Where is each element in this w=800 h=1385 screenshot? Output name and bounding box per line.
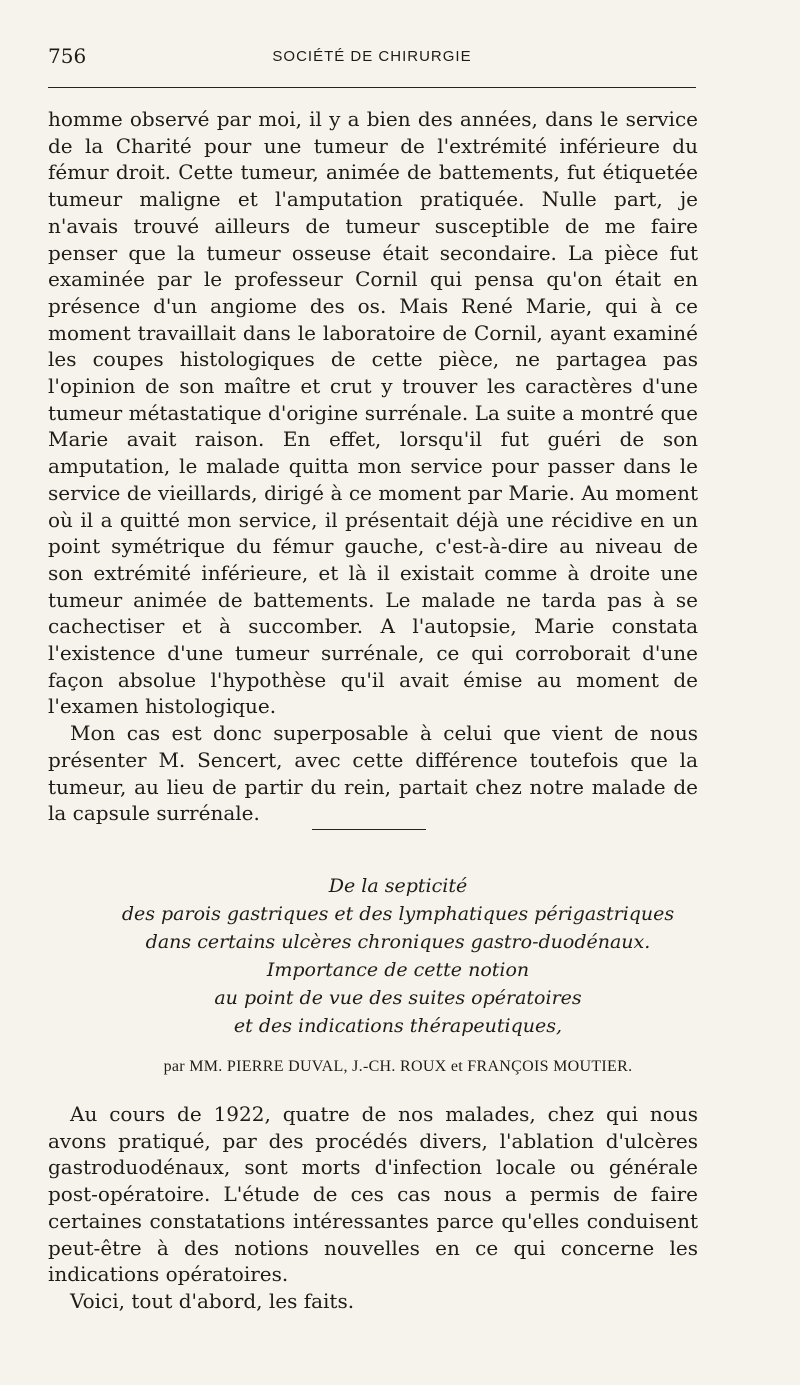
title-line: des parois gastriques et des lymphatiques périgastriques [121, 903, 675, 925]
title-line: De la septicité [328, 875, 468, 897]
article-authors: par MM. PIERRE DUVAL, J.-CH. ROUX et FRANÇOIS MOUTIER. [163, 1058, 633, 1075]
running-head: SOCIÉTÉ DE CHIRURGIE [272, 48, 472, 65]
title-line: au point de vue des suites opératoires [214, 987, 582, 1009]
title-line: et des indications thérapeutiques, [233, 1015, 563, 1037]
page-number: 756 [48, 44, 87, 68]
paragraph: homme observé par moi, il y a bien des années, dans le service de la Charité pour une tumeur de l'extrémité inférieure du fémur droit. Cette tumeur, animée de battements, fut étiquetée tumeur maligne et l'amputation pratiquée. Nulle part, je n'avais trouvé ailleurs de tumeur susceptible de me faire penser que la tumeur osseuse était secondaire. La pièce fut examinée par le professeur Cornil qui pensa qu'on était en présence d'un angiome des os. Mais René Marie, qui à ce moment travaillait dans le laboratoire de Cornil, ayant examiné les coupes histologiques de cette pièce, ne partagea pas l'opinion de son maître et crut y trouver les caractères d'une tumeur métastatique d'origine surrénale. La suite a montré que Marie avait raison. En effet, lorsqu'il fut guéri de son amputation, le malade quitta mon service pour passer dans le service de vieillards, dirigé à ce moment par Marie. Au moment où il a quitté mon service, il présentait déjà une récidive en un point symétrique du fémur gauche, c'est-à-dire au niveau de son extrémité inférieure, et là il existait comme à droite une tumeur animée de battements. Le malade ne tarda pas à se cachectiser et à succomber. A l'autopsie, Marie constata l'existence d'une tumeur surrénale, ce qui corroborait d'une façon absolue l'hypothèse qu'il avait émise au moment de l'examen histologique. [48, 107, 698, 719]
article-text [48, 1101, 698, 1315]
paragraph: Voici, tout d'abord, les faits. [70, 1288, 355, 1313]
paragraph: Au cours de 1922, quatre de nos malades, chez qui nous avons pratiqué, par des procédés divers, l'ablation d'ulcères gastroduodénaux, sont morts d'infection locale ou générale post-opératoire. L'étude de ces cas nous a permis de faire certaines constatations intéressantes parce qu'elles conduisent peut-être à des notions nouvelles en ce qui concerne les indications opératoires. [48, 1102, 698, 1287]
article-title [48, 872, 748, 1040]
header-rule [48, 87, 696, 88]
title-line: Importance de cette notion [266, 959, 530, 981]
paragraph: Mon cas est donc superposable à celui que vient de nous présenter M. Sencert, avec cette différence toutefois que la tumeur, au lieu de partir du rein, partait chez notre malade de la capsule surrénale. [48, 721, 698, 826]
title-line: dans certains ulcères chroniques gastro-duodénaux. [145, 931, 651, 953]
discussion-text [48, 106, 698, 827]
page-header [48, 44, 696, 70]
section-divider [312, 829, 426, 830]
